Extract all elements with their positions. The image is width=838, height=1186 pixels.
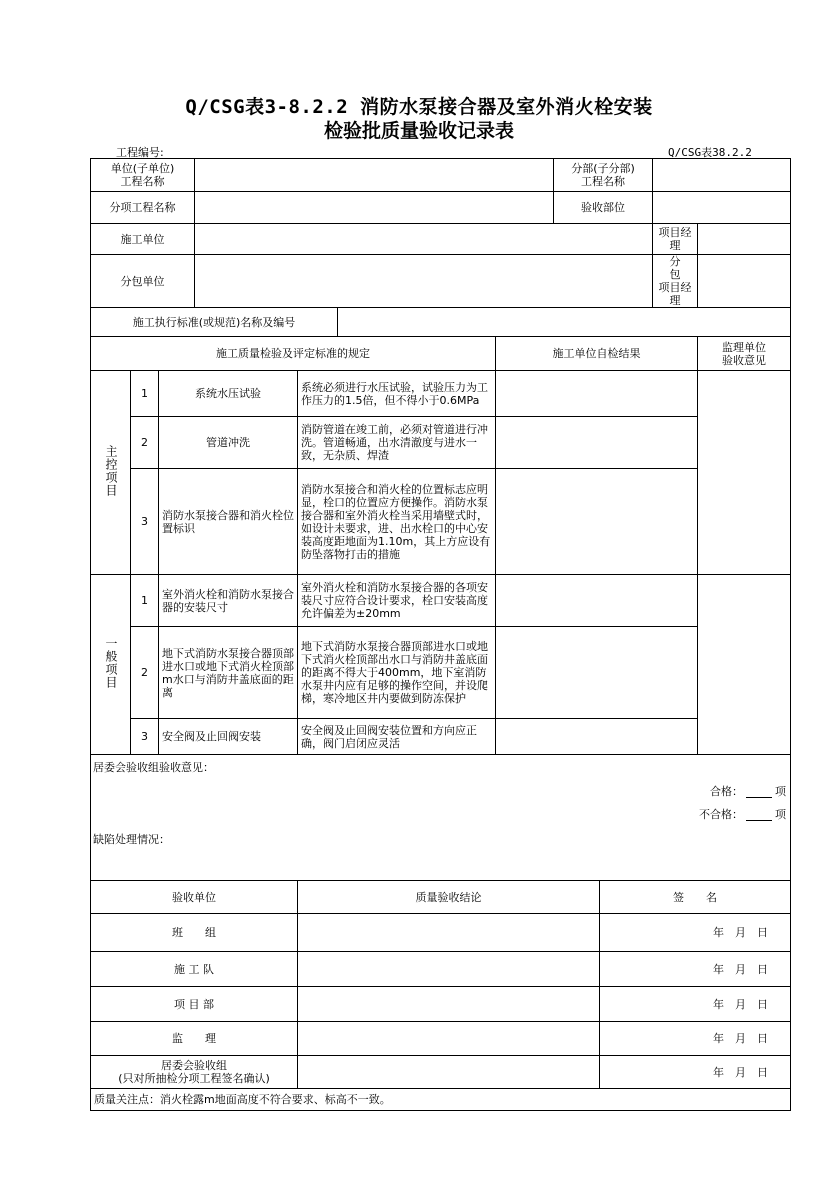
construct-unit-label: 施工单位 [91,224,195,255]
fail-count-blank[interactable] [746,808,772,821]
sign-row-conclusion[interactable] [298,1056,600,1089]
fail-unit: 项 [775,808,786,821]
main-item-self-check[interactable] [496,417,698,469]
subcontract-unit-field[interactable] [195,255,653,308]
pass-unit: 项 [775,785,786,798]
subcontract-unit-label: 分包单位 [91,255,195,308]
pass-count-blank[interactable] [746,785,772,798]
main-item-standard: 消防管道在竣工前，必须对管道进行冲洗。管道畅通，出水清澈度与进水一致，无杂质、焊渣 [298,417,496,469]
general-item-standard: 地下式消防水泵接合器顶部进水口或地下式消火栓顶部出水口与消防井盖底面的距离不得大于400mm，地下室消防水泵井内应有足够的操作空间，并设爬梯，寒冷地区井内要做到防冻保护 [298,627,496,719]
form-title-line2: 检验批质量验收记录表 [323,120,514,142]
sub-project-label: 分部(子分部) 工程名称 [554,159,653,192]
general-item-self-check[interactable] [496,627,698,719]
project-no-label: 工程编号: [116,146,164,159]
fail-label: 不合格： [699,808,743,821]
sign-row-conclusion[interactable] [298,914,600,952]
sign-row-conclusion[interactable] [298,987,600,1022]
general-item-self-check[interactable] [496,575,698,627]
sign-row-unit-committee: 居委会验收组 (只对所抽检分项工程签名确认) [91,1056,298,1089]
main-item-name: 系统水压试验 [159,371,298,417]
main-supervisor-opinion[interactable] [698,371,791,575]
main-item-standard: 消防水泵接合和消火栓的位置标志应明显，栓口的位置应方便操作。消防水泵接合器和室外消火栓当采用墙壁式时，如设计未要求，进、出水栓口的中心安装高度距地面为1.10m，其上方应设有防坠落物打击的措施 [298,469,496,575]
standard-label: 施工执行标准(或规范)名称及编号 [91,308,338,337]
sign-col-conclusion: 质量验收结论 [298,881,600,914]
general-item-no: 1 [131,575,159,627]
general-item-name: 安全阀及止回阀安装 [159,719,298,755]
form-title-line1: Q/CSG表3-8.2.2 消防水泵接合器及室外消火栓安装 [185,96,653,118]
sign-row-date[interactable]: 年 月 日 [600,952,791,987]
committee-opinion-label: 居委会验收组验收意见： [93,761,214,774]
sub-pm-field[interactable] [698,255,791,308]
pm-field[interactable] [698,224,791,255]
inspection-form-table [90,158,791,1111]
committee-opinion-box[interactable] [91,755,791,881]
main-item-self-check[interactable] [496,469,698,575]
main-item-name: 消防水泵接合器和消火栓位置标识 [159,469,298,575]
general-item-standard: 室外消火栓和消防水泵接合器的各项安装尺寸应符合设计要求，栓口安装高度允许偏差为±20mm [298,575,496,627]
pass-label: 合格： [710,785,743,798]
sign-row-date[interactable]: 年 月 日 [600,987,791,1022]
main-group-label: 主控项目 [91,371,131,575]
main-item-name: 管道冲洗 [159,417,298,469]
supervisor-column-header: 监理单位 验收意见 [698,337,791,371]
unit-name-label: 单位(子单位) 工程名称 [91,159,195,192]
pass-count [710,785,786,798]
form-code: Q/CSG表38.2.2 [668,146,752,159]
sign-row-conclusion[interactable] [298,952,600,987]
main-item-no: 3 [131,469,159,575]
unit-name-field[interactable] [195,159,554,192]
general-item-standard: 安全阀及止回阀安装位置和方向应正确，阀门启闭应灵活 [298,719,496,755]
fail-count [699,808,786,821]
main-item-no: 2 [131,417,159,469]
sign-row-date[interactable]: 年 月 日 [600,1056,791,1089]
footer-note: 质量关注点：消火栓露m地面高度不符合要求、标高不一致。 [91,1089,791,1111]
general-group-label: 一般项目 [91,575,131,755]
defect-label: 缺陷处理情况： [93,833,170,846]
spec-column-header: 施工质量检验及评定标准的规定 [91,337,496,371]
self-check-column-header: 施工单位自检结果 [496,337,698,371]
sign-row-conclusion[interactable] [298,1022,600,1056]
sign-row-unit: 施 工 队 [91,952,298,987]
sign-row-unit: 监 理 [91,1022,298,1056]
sign-row-unit: 项 目 部 [91,987,298,1022]
sub-pm-label: 分 包 项目经理 [653,255,698,308]
general-item-name: 室外消火栓和消防水泵接合器的安装尺寸 [159,575,298,627]
general-item-no: 3 [131,719,159,755]
main-item-no: 1 [131,371,159,417]
main-item-standard: 系统必须进行水压试验，试验压力为工作压力的1.5倍，但不得小于0.6MPa [298,371,496,417]
sign-row-date[interactable]: 年 月 日 [600,914,791,952]
pm-label: 项目经理 [653,224,698,255]
main-item-self-check[interactable] [496,371,698,417]
sign-row-date[interactable]: 年 月 日 [600,1022,791,1056]
general-item-self-check[interactable] [496,719,698,755]
sign-col-sign: 签 名 [600,881,791,914]
item-project-label: 分项工程名称 [91,192,195,224]
sign-row-unit: 班 组 [91,914,298,952]
general-supervisor-opinion[interactable] [698,575,791,755]
sign-col-unit: 验收单位 [91,881,298,914]
sub-project-field[interactable] [653,159,791,192]
item-project-field[interactable] [195,192,554,224]
inspect-part-field[interactable] [653,192,791,224]
general-item-no: 2 [131,627,159,719]
construct-unit-field[interactable] [195,224,653,255]
inspect-part-label: 验收部位 [554,192,653,224]
standard-field[interactable] [338,308,791,337]
general-item-name: 地下式消防水泵接合器顶部进水口或地下式消火栓顶部m水口与消防井盖底面的距离 [159,627,298,719]
